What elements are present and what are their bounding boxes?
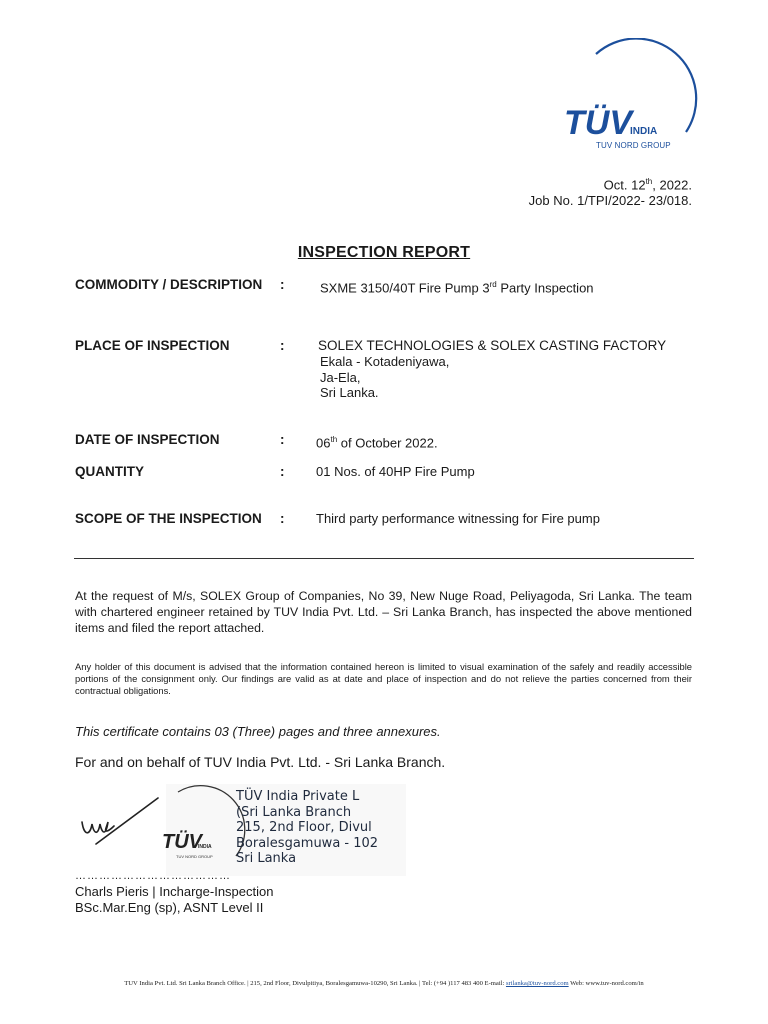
divider	[74, 558, 694, 559]
report-date: Oct. 12th, 2022.	[603, 177, 692, 193]
commodity-value: SXME 3150/40T Fire Pump 3rd Party Inspection	[320, 280, 594, 296]
company-stamp	[236, 789, 378, 867]
place-line4: Sri Lanka.	[320, 385, 379, 400]
place-colon: :	[280, 338, 285, 353]
signature-dotted-line: …………………………………	[75, 870, 231, 882]
stamp-line-5: Sri Lanka	[236, 851, 297, 866]
scope-colon: :	[280, 511, 285, 526]
place-line3: Ja-Ela,	[320, 370, 361, 385]
date-value: 06th of October 2022.	[316, 435, 438, 451]
stamp-logo-group: TUV NORD GROUP	[176, 854, 213, 859]
disclaimer-paragraph: Any holder of this document is advised that the information contained hereon is limited to visual examination of the safely and readily accessible portions of the consignment only. Our findings are valid as at date and place of inspection and do not relieve the parties concerned from their contractual obligations.	[75, 661, 692, 696]
signer-name: Charls Pieris | Incharge-Inspection	[75, 884, 274, 899]
page-title: INSPECTION REPORT	[297, 244, 471, 261]
date-label: DATE OF INSPECTION	[75, 432, 220, 447]
commodity-colon: :	[280, 277, 285, 292]
job-number: Job No. 1/TPI/2022- 23/018.	[528, 193, 692, 209]
logo-suffix: INDIA	[630, 126, 658, 137]
tuv-india-logo	[560, 38, 700, 158]
signer-qualification: BSc.Mar.Eng (sp), ASNT Level II	[75, 900, 264, 915]
logo-brand: TÜV	[564, 104, 632, 142]
stamp-logo-brand: TÜV	[162, 831, 202, 853]
stamp-line-4: Boralesgamuwa - 102	[236, 835, 379, 851]
scope-label: SCOPE OF THE INSPECTION	[75, 511, 262, 526]
stamp-logo-suffix: INDIA	[198, 844, 212, 850]
on-behalf-line: For and on behalf of TUV India Pvt. Ltd. - Sri Lanka Branch.	[75, 754, 446, 770]
place-line2: Ekala - Kotadeniyawa,	[320, 354, 450, 369]
page-footer	[0, 980, 768, 987]
stamp-line-3: 215, 2nd Floor, Divul	[236, 820, 372, 835]
date-colon: :	[280, 432, 285, 447]
scope-value: Third party performance witnessing for Fire pump	[316, 511, 600, 526]
commodity-label: COMMODITY / DESCRIPTION	[75, 277, 263, 292]
request-paragraph: At the request of M/s, SOLEX Group of Companies, No 39, New Nuge Road, Peliyagoda, Sri Lanka. The team with chartered engineer retained by TUV India Pvt. Ltd. – Sri Lanka Branch, has inspected the above mentioned items and filed the report attached.	[75, 589, 692, 635]
footer-web: Web: www.tuv-nord.com/in	[568, 980, 644, 987]
quantity-value: 01 Nos. of 40HP Fire Pump	[316, 464, 475, 479]
place-line1: SOLEX TECHNOLOGIES & SOLEX CASTING FACTORY	[318, 338, 667, 353]
quantity-colon: :	[280, 464, 285, 479]
logo-group-text: TUV NORD GROUP	[596, 141, 671, 150]
quantity-label: QUANTITY	[75, 464, 144, 479]
date-block	[529, 174, 692, 209]
stamp-line-2: (Sri Lanka Branch	[236, 804, 352, 820]
footer-address: TUV India Pvt. Ltd. Sri Lanka Branch Office. | 215, 2nd Floor, Divulpitiya, Boralesgamuwa-10290, Sri Lanka. | Tel: (+94 )117 483 400 E-mail:	[124, 980, 506, 987]
stamp-line-1: TÜV India Private L	[236, 789, 360, 804]
signer-block	[75, 884, 273, 916]
place-label: PLACE OF INSPECTION	[75, 338, 230, 353]
footer-email-link[interactable]: srilanka@tuv-nord.com	[505, 980, 569, 987]
certificate-note: This certificate contains 03 (Three) pages and three annexures.	[75, 724, 441, 739]
